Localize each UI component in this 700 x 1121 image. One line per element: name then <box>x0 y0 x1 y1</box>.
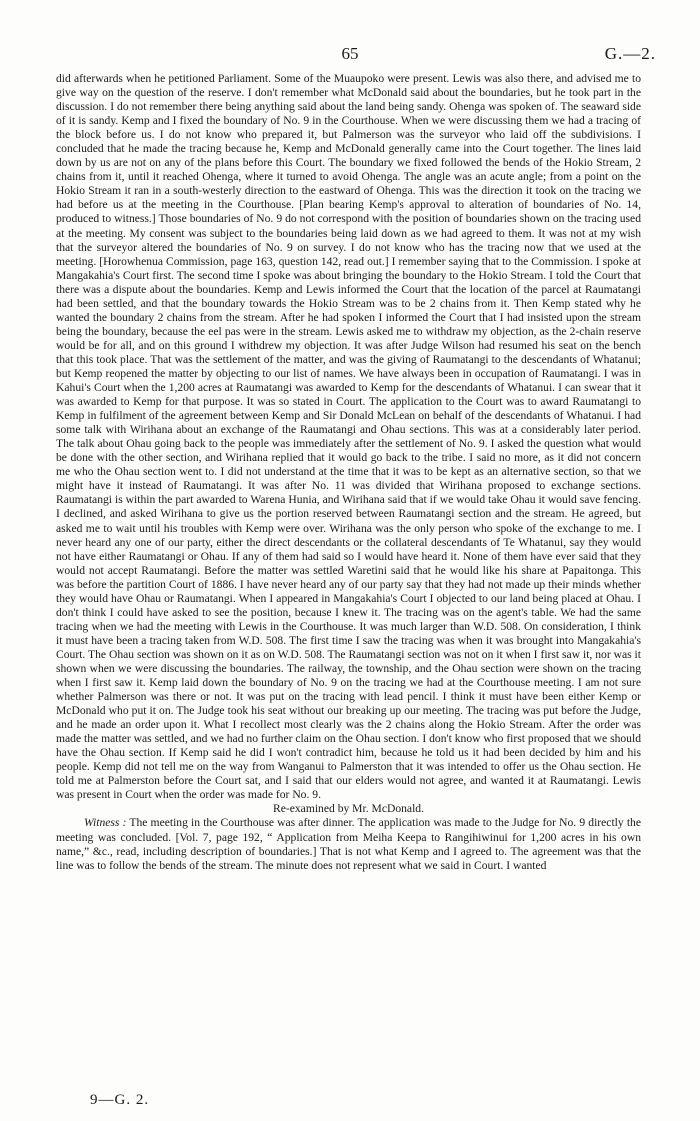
page-number: 65 <box>341 44 359 63</box>
document-reference: G.—2. <box>604 44 656 63</box>
page-header <box>0 44 700 66</box>
re-examination-text: The meeting in the Courthouse was after dinner. The application was made to the Judge for No. 9 directly the meeting was concluded. [Vol. 7, page 192, “ Application from Meiha Keepa to Rangihiwinui for 1,200 acres in his own name,” &c., read, including description of boundaries.] That is not what Kemp and I agreed to. The agreement was that the line was to follow the bends of the stream. The minute does not represent what we said in Court. I wanted <box>56 816 641 872</box>
signature-mark: 9—G. 2. <box>90 1092 150 1108</box>
body-text <box>56 72 641 873</box>
section-heading: Re-examined by Mr. McDonald. <box>272 802 424 816</box>
testimony-paragraph: did afterwards when he petitioned Parliament. Some of the Muaupoko were present. Lewis was also there, and advised me to give way on the question of the reserve. I don't remember what McDonald said about the boundaries, but he took part in the discussion. I do not remember there being anything said about the land being sandy. Ohenga was spoken of. The seaward side of it is sandy. Kemp and I fixed the boundary of No. 9 in the Courthouse. When we were discussing them we had a tracing of the block before us. I do not know who prepared it, but Palmerson was the surveyor who laid off the subdivisions. I concluded that he made the tracing because he, Kemp and McDonald generally came into the Court together. The lines laid down by us are not on any of the plans before this Court. The boundary we fixed followed the bends of the Hokio Stream, 2 chains from it, until it reached Ohenga, where it turned to avoid Ohenga. The angle was an acute angle; from a point on the Hokio Stream it ran in a south-westerly direction to the eastward of Ohenga. This was the direction it took on the tracing we had before us at the meeting in the Courthouse. [Plan bearing Kemp's approval to alteration of boundaries of No. 14, produced to witness.] Those boundaries of No. 9 do not correspond with the position of boundaries shown on the tracing used at the meeting. My consent was subject to the boundaries being laid down as we had agreed to them. It was not at my wish that the surveyor altered the boundaries of No. 9 on survey. I do not know who has the tracing now that we used at the meeting. [Horowhenua Commission, page 163, question 142, read out.] I remember saying that to the Commission. I spoke at Mangakahia's Court first. The second time I spoke was about bringing the boundary to the Hokio Stream. I told the Court that there was a dispute about the boundaries. Kemp and Lewis informed the Court that the location of the parcel at Raumatangi had been settled, and that the boundary towards the Hokio Stream was to be 2 chains from it. Then Kemp stated why he wanted the boundary 2 chains from the stream. After he had spoken I informed the Court that I had insisted upon the stream being the boundary, because the eel pas were in the stream. Lewis asked me to withdraw my objection, as the 2-chain reserve would be for all, and on this ground I withdrew my objection. It was after Judge Wilson had resumed his seat on the bench that this took place. That was the settlement of the matter, and was the giving of Raumatangi to the descendants of Whatanui; but Kemp reopened the matter by objecting to our list of names. We have always been in occupation of Raumatangi. I was in Kahui's Court when the 1,200 acres at Raumatangi was awarded to Kemp for the descendants of Whatanui. I can swear that it was awarded to Kemp for that purpose. It was so stated in Court. The application to the Court was to award Raumatangi to Kemp in fulfilment of the agreement between Kemp and Sir Donald McLean on behalf of the descendants of Whatanui. I had some talk with Wirihana about an exchange of the Raumatangi and Ohau sections. This was at a considerably later period. The talk about Ohau going back to the people was immediately after the settlement of No. 9. I asked the question what would be done with the other section, and Wirihana replied that it would go back to the tribe. I said no more, as it did not concern me who the Ohau section went to. I did not understand at the time that it was to be kept as an alternative section, so that we might have it instead of Raumatangi. It was after No. 11 was divided that Wirihana proposed to exchange sections. Raumatangi is within the part awarded to Warena Hunia, and Wirihana said that if we would take Ohau it would save fencing. I declined, and asked Wirihana to give us the portion reserved between Raumatangi section and the stream. He agreed, but asked me to wait until his troubles with Kemp were over. Wirihana was the only person who spoke of the exchange to me. I never heard any one of our party, either the direct descendants or the collateral descendants of Te Whatanui, say they would not have either Raumatangi or Ohau. If any of them had said so I would have heard it. None of them have ever said that they would not accept Raumatangi. Before the matter was settled Waretini said that he would like his share at Papaitonga. This was before the partition Court of 1886. I have never heard any of our party say that they had not made up their minds whether they would have Ohau or Raumatangi. When I appeared in Mangakahia's Court I objected to our land being placed at Ohau. I don't think I could have asked to see the position, because I knew it. The tracing was on the agent's table. We had the same tracing when we had the meeting with Lewis in the Courthouse. It was much larger than W.D. 508. On consideration, I think it must have been a tracing taken from W.D. 508. The first time I saw the tracing was when it was brought into Mangakahia's Court. The Ohau section was shown on it as on W.D. 508. The Raumatangi section was not on it when I first saw it, nor was it shown when we were discussing the boundaries. The railway, the township, and the Ohau section were shown on the tracing when I first saw it. Kemp laid down the boundary of No. 9 on the tracing we had at the Courthouse meeting. I am not sure whether Palmerson was there or not. It was put on the tracing with lead pencil. I think it must have been either Kemp or McDonald who put it on. The Judge took his seat without our breaking up our meeting. The tracing was put before the Judge, and he made an order upon it. What I recollect most clearly was the 2 chains along the Hokio Stream. After the order was made the matter was settled, and we had no further claim on the Ohau section. I don't know who first proposed that we should have the Ohau section. If Kemp said he did I won't contradict him, because he told us it had been decided by him and his people. Kemp did not tell me on the way from Wanganui to Palmerston that it was intended to offer us the Ohau section. He told me at Palmerston before the Court sat, and I said that our elders would not agree, and wanted it at Raumatangi. Lewis was present in Court when the order was made for No. 9. <box>56 72 641 802</box>
speaker-label: Witness : <box>84 816 127 830</box>
re-examination-paragraph <box>56 816 641 872</box>
